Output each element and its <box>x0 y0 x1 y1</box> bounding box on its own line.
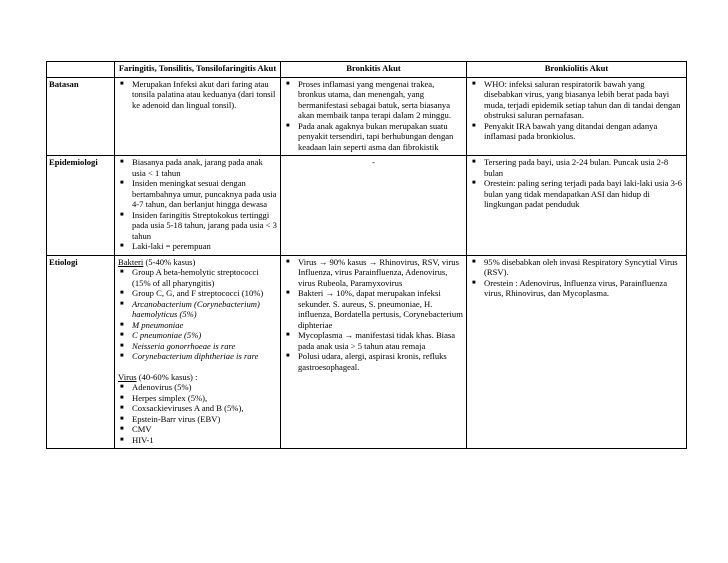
cell-batasan-bronkitis <box>281 77 467 156</box>
list-item: ■ Polusi udara, alergi, aspirasi kronis, refluks gastroesophageal. <box>284 351 463 372</box>
list-item: ■ Epstein-Barr virus (EBV) <box>118 414 277 425</box>
bakteri-heading <box>118 257 277 268</box>
list-item: ■ Virus → 90% kasus → Rhinovirus, RSV, virus Influenza, virus Parainfluenza, Adenovirus, virus Rubeola, Paramyxovirus <box>284 257 463 289</box>
list-item <box>118 341 277 352</box>
list-item: ■ WHO: infeksi saluran respiratorik bawah yang disebabkan virus, yang biasanya lebih berat pada bayi muda, terjadi epidemik setiap tahun dan di tandai dengan obstruksi saluran pernafasan. <box>470 79 683 121</box>
virus-heading <box>118 372 277 383</box>
list-item <box>118 320 277 331</box>
cell-batasan-bronkiolitis <box>467 77 687 156</box>
header-row <box>47 62 687 78</box>
list-item: ■ Group A beta-hemolytic streptococci (15% of all pharyngitis) <box>118 267 277 288</box>
list-item <box>118 330 277 341</box>
list-item: ■ Adenovirus (5%) <box>118 382 277 393</box>
row-epidemiologi <box>47 156 687 256</box>
list-item: ■ Merupakan Infeksi akut dari faring atau tonsila palatina atau keduanya (dari tonsil ke adenoid dan lingual tonsil). <box>118 79 277 111</box>
cell-etiologi-faringitis <box>115 255 281 449</box>
list-item: ■ CMV <box>118 424 277 435</box>
row-label-epidemiologi: Epidemiologi <box>47 156 115 256</box>
row-etiologi <box>47 255 687 449</box>
neisseria-text: Neisseria gonorrhoeae is rare <box>132 340 236 351</box>
cell-batasan-faringitis <box>115 77 281 156</box>
cell-epidemiologi-bronkiolitis <box>467 156 687 256</box>
cell-epidemiologi-bronkitis: - <box>281 156 467 256</box>
list-item <box>118 299 277 320</box>
c-pneumoniae-text: C pneumoniae (5%) <box>132 330 202 340</box>
header-bronkiolitis: Bronkiolitis Akut <box>467 62 687 78</box>
virus-percentage: (40-60% kasus) : <box>136 371 198 382</box>
list-item: ■ Orestein: paling sering terjadi pada bayi laki-laki usia 3-6 bulan yang tidak mendapatkan ASI dan hidup di lingkungan padat penduduk <box>470 178 683 210</box>
list-item: ■ Insiden meningkat sesuai dengan bertambahnya umur, puncaknya pada usia 4-7 tahun, dan berlanjut hingga dewasa <box>118 178 277 210</box>
list-item <box>118 351 277 362</box>
list-item: ■ Mycoplasma → manifestasi tidak khas. Biasa pada anak usia > 5 tahun atau remaja <box>284 330 463 351</box>
list-item: ■ Pada anak agaknya bukan merupakan suatu penyakit tersendiri, tapi berhubungan dengan keadaan lain seperti asma dan fibrokistik <box>284 121 463 153</box>
list-item: ■ Group C, G, and F streptococci (10%) <box>118 288 277 299</box>
comparison-table <box>46 61 687 449</box>
row-label-etiologi: Etiologi <box>47 255 115 449</box>
cell-etiologi-bronkiolitis <box>467 255 687 449</box>
m-pneumoniae-text: M pneumoniae <box>132 319 184 330</box>
list-item: ■ Insiden faringitis Streptokokus tertinggi pada usia 5-18 tahun, jarang pada usia < 3 tahun <box>118 210 277 242</box>
header-blank <box>47 62 115 78</box>
list-item: ■ Orestein : Adenovirus, Influenza virus, Parainfluenza virus, Rhinovirus, dan Mycoplasma. <box>470 278 683 299</box>
list-item: ■ Bakteri → 10%, dapat merupakan infeksi sekunder. S. aureus, S. pneumoniae, H. influenza, Bordatella pertusis, Corynebacterium diphteriae <box>284 288 463 330</box>
list-item: ■ HIV-1 <box>118 435 277 446</box>
bakteri-percentage: (5-40% kasus) <box>143 256 196 267</box>
cell-etiologi-bronkitis <box>281 255 467 449</box>
list-item: ■ Laki-laki = perempuan <box>118 241 277 252</box>
list-item: ■ Penyakit IRA bawah yang ditandai dengan adanya inflamasi pada bronkiolus. <box>470 121 683 142</box>
list-item: ■ Coxsackieviruses A and B (5%), <box>118 403 277 414</box>
list-item: ■ Tersering pada bayi, usia 2-24 bulan. Puncak usia 2-8 bulan <box>470 157 683 178</box>
list-item: ■ Biasanya pada anak, jarang pada anak usia < 1 tahun <box>118 157 277 178</box>
list-item: ■ Herpes simplex (5%), <box>118 393 277 404</box>
corynebacterium-text: Corynebacterium diphtheriae is rare <box>132 351 259 361</box>
bakteri-label: Bakteri <box>118 256 144 267</box>
arcanobacterium-text: Arcanobacterium (Corynebacterium) haemolyticus (5%) <box>132 298 260 319</box>
list-item: ■ Proses inflamasi yang mengenai trakea, bronkus utama, dan menengah, yang bermanifestasi sebagai batuk, serta biasanya akan membaik tanpa terapi dalam 2 minggu. <box>284 79 463 121</box>
header-bronkitis: Bronkitis Akut <box>281 62 467 78</box>
row-label-batasan: Batasan <box>47 77 115 156</box>
virus-label: Virus <box>118 371 137 382</box>
cell-epidemiologi-faringitis <box>115 156 281 256</box>
header-faringitis: Faringitis, Tonsilitis, Tonsilofaringitis Akut <box>115 62 281 78</box>
list-item: ■ 95% disebabkan oleh invasi Respiratory Syncytial Virus (RSV). <box>470 257 683 278</box>
row-batasan <box>47 77 687 156</box>
